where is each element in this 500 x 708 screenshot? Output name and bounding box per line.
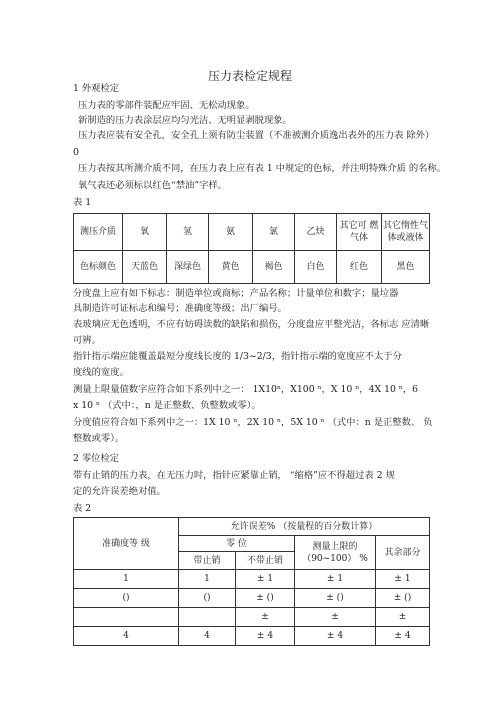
table-cell: ± () xyxy=(236,589,295,608)
color-code-table xyxy=(73,213,430,284)
table-cell xyxy=(295,536,376,570)
table-cell: 氧 xyxy=(123,214,167,251)
table-cell: 白色 xyxy=(295,251,337,284)
table-row xyxy=(74,627,430,646)
table-cell: ± 1 xyxy=(295,570,376,589)
table-cell: 深绿色 xyxy=(167,251,209,284)
table-cell: 氨 xyxy=(209,214,253,251)
paragraph-line: 分度值应符合如下系列中之一：1X 10 ⁿ，2X 10 ⁿ，5X 10 ⁿ （式中：n 是正整数、 负 xyxy=(73,417,433,428)
table-cell: 天蓝色 xyxy=(123,251,167,284)
table-cell: ± () xyxy=(376,589,430,608)
table-cell: ± 1 xyxy=(376,570,430,589)
table-row xyxy=(74,570,430,589)
paragraph-line: 压力表按其所测介质不同，在压力表上应有表 1 中规定的色标，并注明特殊介质 的名称。 xyxy=(78,163,447,174)
table-cell: ± () xyxy=(295,589,376,608)
table-cell: 黄色 xyxy=(209,251,253,284)
table-cell: 带止销 xyxy=(179,552,236,570)
table-cell: 1 xyxy=(179,570,236,589)
table-cell: 乙炔 xyxy=(295,214,337,251)
paragraph-line: 测量上限量值数字应符合如下系列中之一： 1X10ⁿ，X100 ⁿ，X 10 ⁿ，4X 10 ⁿ，6 xyxy=(73,384,419,395)
paragraph-line: 分度盘上应有如下标志：制造单位或商标；产品名称；计量单位和数字；量垃器 xyxy=(73,288,399,299)
table-cell: 不带止销 xyxy=(236,552,295,570)
paragraph-line: 0 xyxy=(73,147,79,158)
table-cell: 红色 xyxy=(337,251,382,284)
table-cell: ± 1 xyxy=(236,570,295,589)
paragraph-line: 压力表的零部件装配应牢固、无松动现象。 xyxy=(78,100,255,111)
paragraph-line: 新制造的压力表涂层应均匀光洁、无明显剥脱现象。 xyxy=(78,115,292,126)
table-cell: 允许误差% （按量程的百分数计算） xyxy=(179,518,430,536)
paragraph-line: 度线的宽度。 xyxy=(73,367,129,378)
table-cell: 测压介质 xyxy=(74,214,123,251)
table-cell: 零 位 xyxy=(179,536,295,552)
paragraph-line: 带有止销的压力表，在无压力时，指针应紧靠止销， “缩格”应不得超过表 2 规 xyxy=(73,470,395,481)
table-caption: 表 1 xyxy=(73,197,92,208)
paragraph-line: 具制造许可证标志和编号；准确度等级；出厂编号。 xyxy=(73,303,287,314)
table-cell: ± xyxy=(376,608,430,627)
table-cell: 氯 xyxy=(253,214,295,251)
table-cell: 其它可 燃气体 xyxy=(337,214,382,251)
paragraph-line: 氧气表还必须标以红色“禁油”字样。 xyxy=(78,180,227,191)
paragraph-line: 定的允许误差绝对值。 xyxy=(73,486,166,497)
table-cell: 氢 xyxy=(167,214,209,251)
paragraph-line: 指针指示端应能覆盖最短分度线长度的 1/3~2/3，指针指示端的宽度应不太于分 xyxy=(73,351,402,362)
table-caption: 表 2 xyxy=(73,503,92,514)
table-cell: ± xyxy=(236,608,295,627)
table-cell: 黑色 xyxy=(382,251,430,284)
table-cell: 其余部分 xyxy=(376,536,430,570)
table-row xyxy=(74,608,430,627)
paragraph-line: 整数或零）。 xyxy=(73,433,125,444)
table-row xyxy=(74,589,430,608)
table-cell: () xyxy=(179,589,236,608)
paragraph-line: x 10 ⁿ （式中：，n 是正整数、负整数或零）。 xyxy=(73,400,261,411)
table-cell: 褐色 xyxy=(253,251,295,284)
table-cell xyxy=(74,608,179,627)
paragraph-line: 可辨。 xyxy=(73,335,101,346)
table-cell: ± xyxy=(295,608,376,627)
table-cell: 1 xyxy=(74,570,179,589)
paragraph-line: 表玻璃应无色透明，不应有妨碍读数的缺陷和损伤，分度盘应平整光洁，各标志 应清晰 xyxy=(73,319,430,330)
table-cell: ± 4 xyxy=(236,627,295,646)
section-heading: 1 外观检定 xyxy=(73,83,120,94)
table-cell: 4 xyxy=(74,627,179,646)
table-cell xyxy=(179,608,236,627)
table-cell: () xyxy=(74,589,179,608)
allowed-error-table xyxy=(73,517,430,646)
table-cell: 色标颜色 xyxy=(74,251,123,284)
page-title: 压力表检定规程 xyxy=(207,69,292,83)
table-row xyxy=(74,251,430,284)
table-header-row xyxy=(74,518,430,536)
table-cell: 准确度等 级 xyxy=(74,518,179,570)
paragraph-line: 压力表应装有安全孔，安全孔上须有防尘装置（不准被测介质逸出表外的压力表 除外） xyxy=(78,130,435,141)
table-cell: 其它惰性气体或液体 xyxy=(382,214,430,251)
table-cell: ± 4 xyxy=(376,627,430,646)
table-cell: ± 4 xyxy=(295,627,376,646)
header-text: 测量上限的 xyxy=(312,541,358,552)
table-header-row xyxy=(74,214,430,251)
header-text: （90~100） % xyxy=(302,553,368,564)
table-cell: 4 xyxy=(179,627,236,646)
section-heading: 2 零位检定 xyxy=(73,453,120,464)
